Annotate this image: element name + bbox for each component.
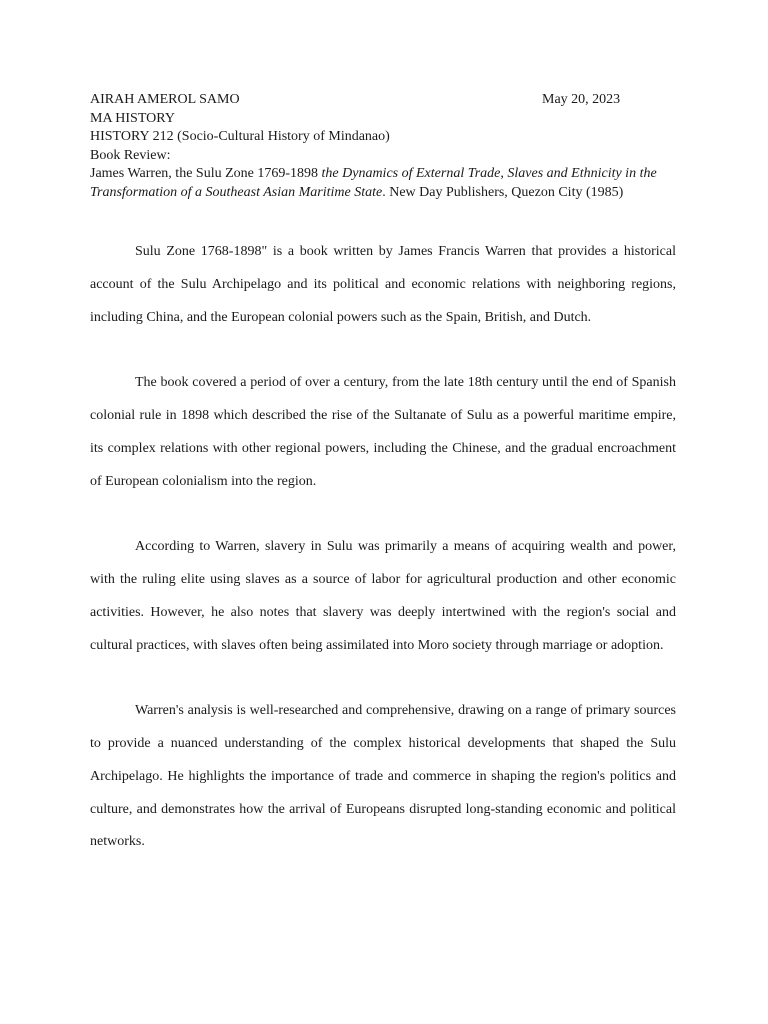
book-citation — [90, 165, 676, 202]
paragraph-2: The book covered a period of over a century, from the late 18th century until the end of Spanish colonial rule in 1898 which described the rise of the Sultanate of Sulu as a powerful maritime empire, its complex relations with other regional powers, including the Chinese, and the gradual encroachment of European colonialism into the region. — [90, 375, 676, 489]
program-name: MA HISTORY — [90, 110, 175, 126]
document-date: May 20, 2023 — [542, 92, 621, 107]
paragraph-4: Warren's analysis is well-researched and comprehensive, drawing on a range of primary sources to provide a nuanced understanding of the complex historical developments that shaped the Sulu Archipelago. He highlights the importance of trade and commerce in shaping the region's politics and culture, and demonstrates how the arrival of Europeans disrupted long-standing economic and political networks. — [90, 703, 676, 850]
review-label: Book Review: — [90, 147, 171, 163]
author-name: AIRAH AMEROL SAMO — [90, 92, 240, 107]
citation-lead: James Warren, the Sulu Zone 1769-1898 — [90, 166, 322, 182]
course-title: HISTORY 212 (Socio-Cultural History of Mindanao) — [90, 129, 390, 145]
citation-publisher: . New Day Publishers, Quezon City (1985) — [382, 184, 624, 200]
paragraph-1: Sulu Zone 1768-1898" is a book written by James Francis Warren that provides a historical account of the Sulu Archipelago and its political and economic relations with neighboring regions, including China, and the European colonial powers such as the Spain, British, and Dutch. — [90, 244, 676, 325]
paragraph-3: According to Warren, slavery in Sulu was primarily a means of acquiring wealth and power, with the ruling elite using slaves as a source of labor for agricultural production and other economic activities. However, he also notes that slavery was deeply intertwined with the region's social and cultural practices, with slaves often being assimilated into Moro society through marriage or adoption. — [90, 539, 676, 653]
review-body — [90, 236, 676, 892]
citation-book-title: the Dynamics of External Trade, Slaves and Ethnicity in the Transformation of a Southeast Asian Maritime State — [90, 166, 657, 200]
